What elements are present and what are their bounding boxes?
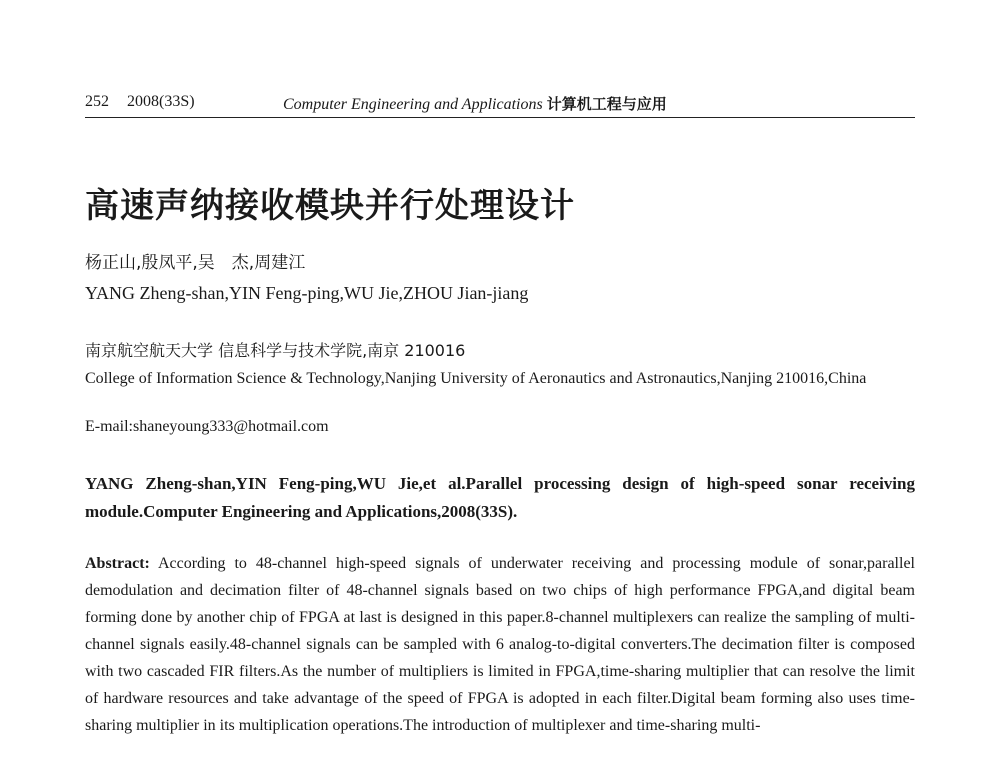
authors-en: YANG Zheng-shan,YIN Feng-ping,WU Jie,ZHOU Jian-jiang — [85, 283, 529, 303]
paper-title: 高速声纳接收模块并行处理设计 — [85, 186, 575, 226]
abstract-label: Abstract: — [85, 555, 150, 572]
running-header — [85, 93, 915, 118]
abstract-text: According to 48-channel high-speed signals of underwater receiving and processing module of sonar,parallel demodulation and decimation filter of 48-channel signals based on two chips of high performance FPGA,and digital beam forming done by another chip of FPGA at last is designed in this paper.8-channel multiplexers can realize the sampling of multi-channel signals easily.48-channel signals can be sampled with 6 analog-to-digital converters.The decimation filter is composed with two cascaded FIR filters.As the number of multipliers is limited in FPGA,time-sharing multiplier that can resolve the limit of hardware resources and take advantage of the speed of FPGA is adopted in each filter.Digital beam forming also uses time-sharing multiplier in its multiplication operations.The introduction of multiplexer and time-sharing multi- — [85, 555, 915, 734]
header-page-info — [85, 93, 213, 111]
journal-name — [283, 93, 667, 114]
affiliation-cn: 南京航空航天大学 信息科学与技术学院,南京 210016 — [85, 341, 466, 360]
affiliation-en: College of Information Science & Technology,Nanjing University of Aeronautics and Astronautics,Nanjing 210016,China — [85, 370, 867, 387]
abstract — [85, 550, 915, 739]
email: E-mail:shaneyoung333@hotmail.com — [85, 418, 329, 435]
authors-cn: 杨正山,殷凤平,吴 杰,周建江 — [85, 253, 306, 273]
journal-name-cn: 计算机工程与应用 — [546, 95, 667, 113]
citation: YANG Zheng-shan,YIN Feng-ping,WU Jie,et al.Parallel processing design of high-speed sonar receiving module.Computer Engineering and Applications,2008(33S). — [85, 474, 915, 521]
volume: 2008(33S) — [127, 93, 195, 110]
page-number: 252 — [85, 93, 109, 110]
journal-name-en: Computer Engineering and Applications — [283, 96, 543, 113]
